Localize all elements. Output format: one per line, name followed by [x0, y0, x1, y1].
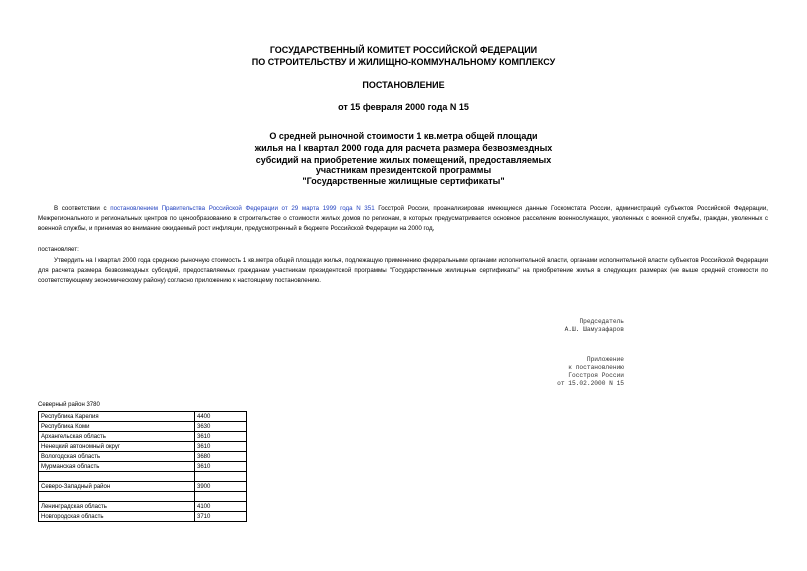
table-caption: Северный район 3780	[38, 402, 100, 408]
table-row	[39, 412, 247, 422]
region-name-cell: Новгородская область	[39, 512, 195, 522]
paragraph-intro-prefix: В соответствии с	[54, 205, 111, 212]
table-row	[39, 442, 247, 452]
price-value-cell: 3610	[195, 432, 247, 442]
title-line4: участникам президентской программы	[315, 165, 492, 175]
region-name-cell	[39, 492, 195, 502]
table-row	[39, 512, 247, 522]
signature-position: Председатель	[579, 318, 624, 325]
region-name-cell: Вологодская область	[39, 452, 195, 462]
government-decree-link[interactable]: постановлением Правительства Российской Федерации от 29 марта 1999 года N 351	[110, 205, 375, 212]
table-row	[39, 462, 247, 472]
document-date: от 15 февраля 2000 года N 15	[338, 102, 469, 112]
appendix-line1: Приложение	[586, 356, 624, 363]
paragraph-intro-rest: Госстрой России, проанализировав имеющиеся данные Госкомстата России, администраций субъектов Российской Федерации, Межрегионального и региональных центров по ценообразованию в строительстве о стоимости жилых домов по регионам, в которых предусматривается основное расселение военнослужащих, уволенных с военной службы, граждан, уволенных с военной службы, и принимая во внимание ожидаемый рост инфляции, предусмотренный в бюджете Российской Федерации на 2000 год,	[38, 205, 769, 232]
table-row	[39, 432, 247, 442]
price-value-cell: 4100	[195, 502, 247, 512]
price-value-cell: 3610	[195, 462, 247, 472]
price-table	[38, 411, 247, 522]
region-name-cell: Мурманская область	[39, 462, 195, 472]
region-name-cell: Ленинградская область	[39, 502, 195, 512]
table-row	[39, 502, 247, 512]
paragraph-resolution: Утвердить на I квартал 2000 года среднюю рыночную стоимость 1 кв.метра общей площади жилья, подлежащую применению федеральными органами исполнительной власти, органами исполнительной власти субъектов Российской Федерации для расчета размера безвозмездных субсидий, предоставляемых гражданам участникам президентской программы "Государственные жилищные сертификаты" на приобретение жилья в следующих размерах (не выше средней стоимости по соответствующему экономическому району) согласно приложению к настоящему постановлению.	[38, 257, 768, 284]
table-row	[39, 422, 247, 432]
price-value-cell: 3680	[195, 452, 247, 462]
signature-name: А.Ш. Шамузафаров	[564, 326, 624, 333]
price-value-cell: 3900	[195, 482, 247, 492]
table-row	[39, 482, 247, 492]
document-type: ПОСТАНОВЛЕНИЕ	[362, 80, 445, 90]
appendix-line2: к постановлению	[568, 364, 624, 371]
table-row	[39, 472, 247, 482]
region-name-cell: Северо-Западный район	[39, 482, 195, 492]
appendix-line4: от 15.02.2000 N 15	[557, 380, 624, 387]
decree-word: постановляет:	[38, 246, 79, 253]
title-line1: О средней рыночной стоимости 1 кв.метра общей площади	[269, 131, 538, 141]
org-name-line2: ПО СТРОИТЕЛЬСТВУ И ЖИЛИЩНО-КОММУНАЛЬНОМУ КОМПЛЕКСУ	[251, 57, 556, 67]
title-line2: жилья на I квартал 2000 года для расчета размера безвозмездных	[254, 143, 553, 153]
org-name-line1: ГОСУДАРСТВЕННЫЙ КОМИТЕТ РОССИЙСКОЙ ФЕДЕРАЦИИ	[269, 45, 538, 55]
table-row	[39, 452, 247, 462]
region-name-cell: Архангельская область	[39, 432, 195, 442]
paragraph-intro	[38, 204, 768, 234]
price-value-cell	[195, 472, 247, 482]
appendix-line3: Госстроя России	[568, 372, 624, 379]
region-name-cell: Республика Карелия	[39, 412, 195, 422]
region-name-cell	[39, 472, 195, 482]
price-value-cell	[195, 492, 247, 502]
region-name-cell: Республика Коми	[39, 422, 195, 432]
table-row	[39, 492, 247, 502]
price-value-cell: 4400	[195, 412, 247, 422]
price-value-cell: 3710	[195, 512, 247, 522]
title-line3: субсидий на приобретение жилых помещений, предоставляемых	[255, 155, 552, 165]
price-value-cell: 3610	[195, 442, 247, 452]
title-line5: "Государственные жилищные сертификаты"	[302, 176, 505, 186]
price-value-cell: 3630	[195, 422, 247, 432]
region-name-cell: Ненецкий автономный округ	[39, 442, 195, 452]
